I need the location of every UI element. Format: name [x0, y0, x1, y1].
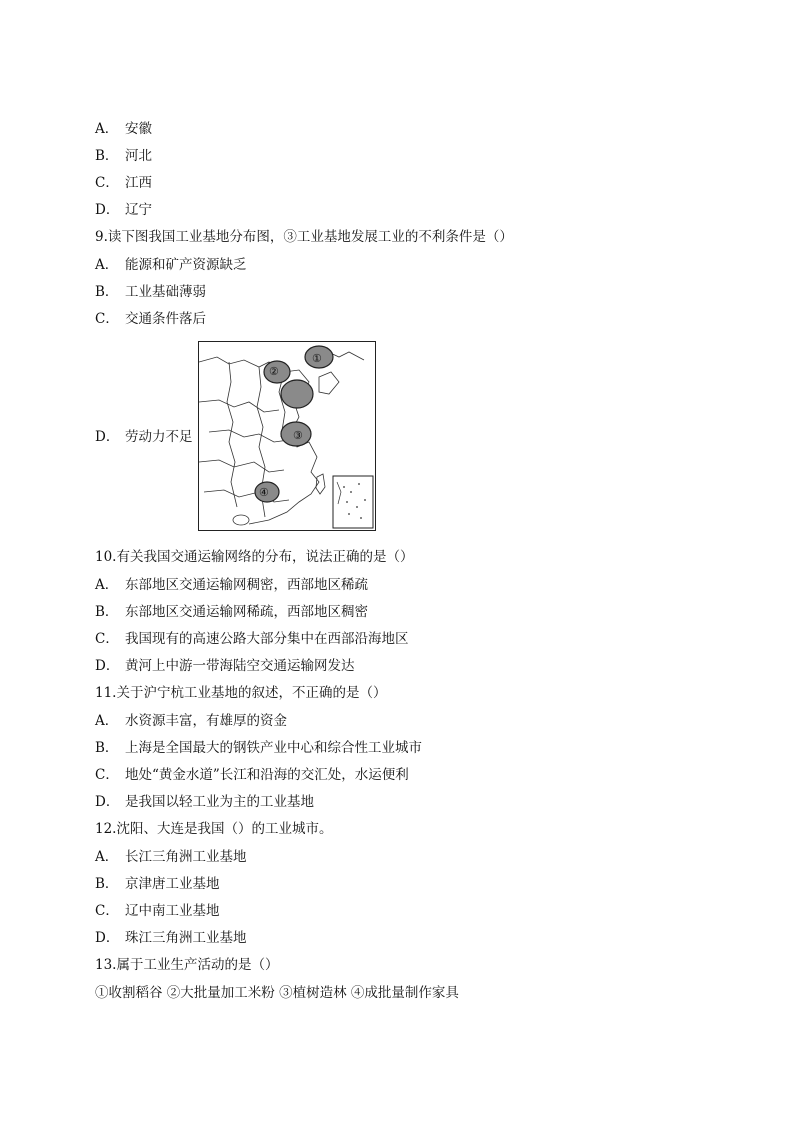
map-label-2: ② [269, 365, 279, 378]
option-letter: C． [95, 767, 119, 783]
option-letter: A． [95, 121, 119, 137]
option-letter: B． [95, 284, 119, 300]
q9-option-c [95, 310, 206, 328]
q9-option-d [95, 428, 193, 446]
q9-option-a [95, 256, 247, 274]
q11-option-c [95, 766, 409, 784]
option-letter: B． [95, 148, 119, 164]
option-letter: A． [95, 713, 119, 729]
map-label-4: ④ [259, 486, 269, 499]
q12-option-a [95, 848, 247, 866]
q11-option-d [95, 793, 314, 811]
option-text: 劳动力不足 [125, 429, 193, 445]
option-text: 是我国以轻工业为主的工业基地 [125, 794, 314, 810]
q10-stem: 10.有关我国交通运输网络的分布，说法正确的是（） [95, 549, 414, 565]
option-text: 上海是全国最大的钢铁产业中心和综合性工业城市 [125, 740, 422, 756]
option-text: 辽中南工业基地 [125, 903, 220, 919]
q8-option-c [95, 174, 152, 192]
option-text: 安徽 [125, 121, 152, 137]
option-letter: D． [95, 429, 120, 445]
q11-stem: 11.关于沪宁杭工业基地的叙述，不正确的是（） [95, 685, 387, 701]
q9-option-b [95, 283, 206, 301]
option-letter: B． [95, 604, 119, 620]
option-text: 辽宁 [125, 202, 152, 218]
option-text: 地处“黄金水道”长江和沿海的交汇处，水运便利 [125, 767, 409, 783]
q11-option-b [95, 739, 422, 757]
option-text: 工业基础薄弱 [125, 284, 206, 300]
map-drawing [199, 342, 374, 529]
option-text: 河北 [125, 148, 152, 164]
q12-option-b [95, 875, 220, 893]
q10-option-c [95, 630, 409, 648]
q11-option-a [95, 712, 287, 730]
q10-option-d [95, 657, 355, 675]
option-text: 京津唐工业基地 [125, 876, 220, 892]
option-letter: B． [95, 740, 119, 756]
option-text: 交通条件落后 [125, 311, 206, 327]
option-letter: B． [95, 876, 119, 892]
option-letter: C． [95, 631, 119, 647]
q10-option-a [95, 576, 368, 594]
q8-option-d [95, 201, 152, 219]
option-text: 东部地区交通运输网稀疏，西部地区稠密 [125, 604, 368, 620]
option-text: 珠江三角洲工业基地 [125, 930, 247, 946]
option-letter: C． [95, 903, 119, 919]
industrial-base-map [198, 341, 376, 531]
q13-stem: 13.属于工业生产活动的是（） [95, 957, 279, 973]
q12-option-d [95, 929, 247, 947]
option-text: 我国现有的高速公路大部分集中在西部沿海地区 [125, 631, 409, 647]
option-letter: D． [95, 794, 120, 810]
option-letter: C． [95, 311, 119, 327]
option-letter: A． [95, 849, 119, 865]
option-letter: A． [95, 577, 119, 593]
option-text: 水资源丰富，有雄厚的资金 [125, 713, 287, 729]
option-text: 能源和矿产资源缺乏 [125, 257, 247, 273]
option-letter: D． [95, 202, 120, 218]
q12-stem: 12.沈阳、大连是我国（）的工业城市。 [95, 821, 333, 837]
q8-option-a [95, 120, 152, 138]
q8-option-b [95, 147, 152, 165]
q13-items: ①收割稻谷 ②大批量加工米粉 ③植树造林 ④成批量制作家具 [95, 985, 459, 1001]
map-label-1: ① [312, 352, 322, 365]
option-text: 东部地区交通运输网稠密，西部地区稀疏 [125, 577, 368, 593]
option-text: 长江三角洲工业基地 [125, 849, 247, 865]
option-letter: A． [95, 257, 119, 273]
q9-stem: 9.读下图我国工业基地分布图，③工业基地发展工业的不利条件是（） [95, 229, 513, 245]
map-label-3: ③ [293, 429, 303, 442]
q10-option-b [95, 603, 368, 621]
option-letter: D． [95, 658, 120, 674]
q12-option-c [95, 902, 220, 920]
option-letter: D． [95, 930, 120, 946]
option-letter: C． [95, 175, 119, 191]
option-text: 江西 [125, 175, 152, 191]
option-text: 黄河上中游一带海陆空交通运输网发达 [125, 658, 355, 674]
